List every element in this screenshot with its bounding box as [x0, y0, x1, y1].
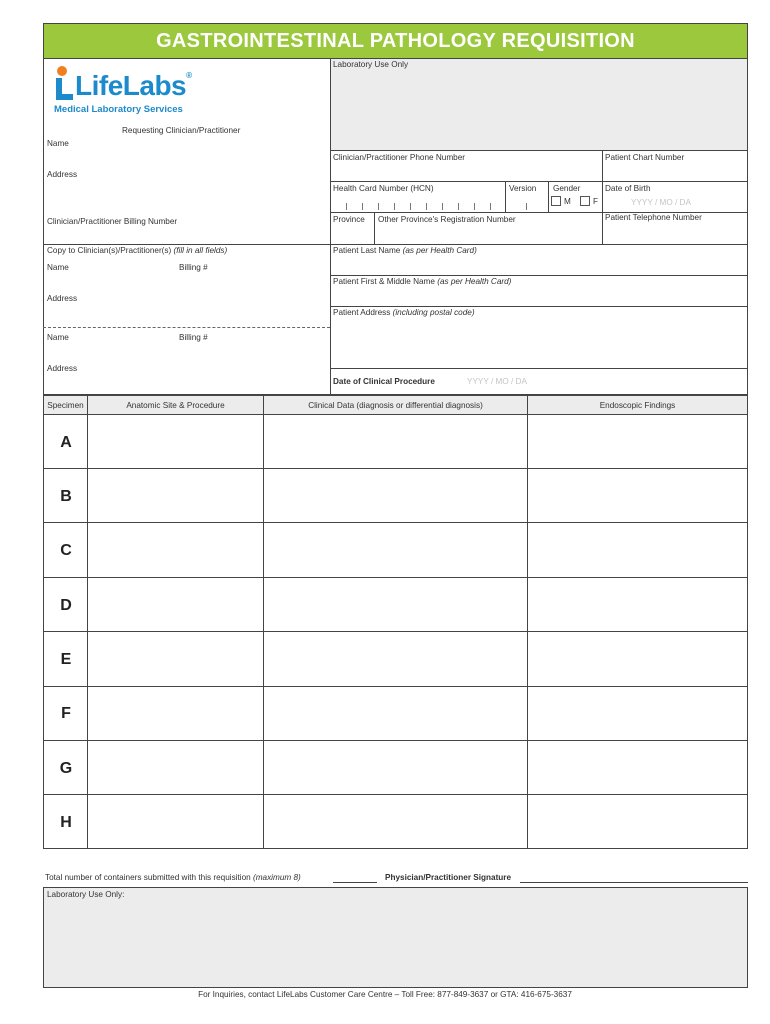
row-h-endoscopic-cell[interactable]: [529, 796, 746, 848]
gender-m-checkbox[interactable]: [551, 196, 561, 206]
rule: [263, 395, 264, 849]
rule: [548, 181, 549, 212]
copy-divider-dashed: [43, 327, 330, 328]
province-field[interactable]: [333, 226, 371, 242]
version-tick: [526, 203, 527, 210]
clinician-address-field[interactable]: [85, 168, 325, 208]
province-label: Province: [333, 215, 365, 224]
hcn-tick: [490, 203, 491, 210]
hcn-tick: [474, 203, 475, 210]
copy-to-hint: (fill in all fields): [173, 246, 228, 255]
row-f-clinical-data-cell[interactable]: [265, 688, 526, 739]
row-e-endoscopic-cell[interactable]: [529, 633, 746, 685]
row-b-anatomic-site-cell[interactable]: [89, 470, 262, 521]
hcn-tick: [346, 203, 347, 210]
specimen-label-e: E: [60, 651, 72, 668]
clinician-heading: Requesting Clinician/Practitioner: [122, 126, 241, 135]
lab-use-bottom-label: Laboratory Use Only:: [47, 890, 125, 899]
copy2-billing-label: Billing #: [179, 333, 208, 342]
lab-use-shaded-area: [331, 59, 747, 150]
rule: [330, 150, 748, 151]
clinician-name-field[interactable]: [80, 137, 325, 151]
patient-last-name-hint: (as per Health Card): [402, 246, 477, 255]
header-specimen: Specimen: [47, 401, 84, 410]
dob-placeholder: YYYY / MO / DA: [631, 198, 691, 207]
hcn-tick: [458, 203, 459, 210]
rule: [374, 212, 375, 244]
row-c-clinical-data-cell[interactable]: [265, 524, 526, 576]
patient-address-label: [333, 309, 475, 317]
lab-use-label: Laboratory Use Only: [333, 60, 409, 69]
patient-address-text: Patient Address: [333, 308, 391, 317]
hcn-tick: [378, 203, 379, 210]
hcn-tick: [410, 203, 411, 210]
row-b-clinical-data-cell[interactable]: [265, 470, 526, 521]
copy-to-heading: [47, 247, 227, 255]
row-d-anatomic-site-cell[interactable]: [89, 579, 262, 630]
header-anatomic-site: Anatomic Site & Procedure: [126, 401, 225, 410]
lab-use-bottom-box: [43, 887, 748, 988]
copy-to-heading-text: Copy to Clinician(s)/Practitioner(s): [47, 246, 172, 255]
row-a-clinical-data-cell[interactable]: [265, 416, 526, 467]
form-title-bar: [43, 23, 748, 58]
specimen-label-h: H: [60, 814, 72, 831]
version-field[interactable]: [509, 196, 547, 211]
other-province-field[interactable]: [378, 226, 600, 242]
row-d-endoscopic-cell[interactable]: [529, 579, 746, 630]
copy1-address-label: Address: [47, 294, 78, 303]
version-label: Version: [509, 184, 537, 193]
patient-first-name-field[interactable]: [333, 289, 745, 305]
copy1-billing-label: Billing #: [179, 263, 208, 272]
containers-label-text: Total number of containers submitted with this requisition: [45, 873, 251, 882]
rule: [330, 181, 748, 182]
row-f-endoscopic-cell[interactable]: [529, 688, 746, 739]
rule: [43, 686, 748, 687]
copy2-address-label: Address: [47, 364, 78, 373]
patient-last-name-text: Patient Last Name: [333, 246, 401, 255]
rule: [87, 395, 88, 849]
signature-field[interactable]: [520, 868, 748, 882]
hcn-tick: [426, 203, 427, 210]
row-a-anatomic-site-cell[interactable]: [89, 416, 262, 467]
header-clinical-data: Clinical Data (diagnosis or differential diagnosis): [308, 401, 483, 410]
patient-first-name-label: [333, 278, 511, 286]
hcn-field[interactable]: [333, 196, 503, 211]
clinician-billing-field[interactable]: [195, 214, 325, 230]
row-b-endoscopic-cell[interactable]: [529, 470, 746, 521]
lifelabs-logo: [53, 64, 233, 116]
rule: [330, 368, 748, 369]
chart-number-label: Patient Chart Number: [605, 153, 685, 162]
copy2-billing-field[interactable]: [215, 331, 325, 345]
rule: [330, 306, 748, 307]
patient-last-name-field[interactable]: [333, 258, 745, 274]
specimen-label-b: B: [60, 488, 72, 505]
row-d-clinical-data-cell[interactable]: [265, 579, 526, 630]
clinician-name-label: Name: [47, 139, 69, 148]
footer-contact: For Inquiries, contact LifeLabs Customer Care Centre – Toll Free: 877-849-3637 or GTA: 416-675-3637: [198, 990, 572, 999]
gender-f-checkbox[interactable]: [580, 196, 590, 206]
procedure-date-placeholder: YYYY / MO / DA: [467, 377, 527, 386]
rule: [43, 577, 748, 578]
procedure-date-label: Date of Clinical Procedure: [333, 377, 435, 386]
containers-underline: [333, 882, 377, 883]
rule: [43, 522, 748, 523]
clinician-address-label: Address: [47, 170, 78, 179]
copy1-billing-field[interactable]: [215, 261, 325, 275]
rule: [43, 631, 748, 632]
specimen-label-f: F: [61, 705, 71, 722]
rule: [505, 181, 506, 212]
specimen-label-a: A: [60, 434, 72, 451]
specimen-label-d: D: [60, 597, 72, 614]
other-province-label: Other Province's Registration Number: [378, 215, 516, 224]
signature-label: Physician/Practitioner Signature: [385, 873, 512, 882]
rule: [43, 794, 748, 795]
phone-label: Clinician/Practitioner Phone Number: [333, 153, 465, 162]
copy1-name-label: Name: [47, 263, 69, 272]
containers-label: [45, 874, 301, 882]
logo-brand-text: LifeLabs: [75, 70, 187, 101]
procedure-date-field[interactable]: [460, 372, 745, 391]
dob-field[interactable]: [605, 196, 745, 211]
containers-hint: (maximum 8): [252, 873, 301, 882]
row-e-anatomic-site-cell[interactable]: [89, 633, 262, 685]
specimen-label-g: G: [59, 760, 73, 777]
header-endoscopic-findings: Endoscopic Findings: [599, 401, 676, 410]
rule: [43, 395, 748, 396]
patient-first-name-text: Patient First & Middle Name: [333, 277, 435, 286]
row-a-endoscopic-cell[interactable]: [529, 416, 746, 467]
hcn-tick: [442, 203, 443, 210]
row-c-endoscopic-cell[interactable]: [529, 524, 746, 576]
gender-f-label: F: [593, 197, 599, 206]
hcn-label: Health Card Number (HCN): [333, 184, 434, 193]
patient-telephone-field[interactable]: [605, 225, 745, 242]
patient-address-field[interactable]: [333, 320, 745, 366]
row-f-anatomic-site-cell[interactable]: [89, 688, 262, 739]
hcn-tick: [394, 203, 395, 210]
patient-telephone-label: Patient Telephone Number: [605, 213, 702, 222]
dob-label: Date of Birth: [605, 184, 651, 193]
row-h-clinical-data-cell[interactable]: [265, 796, 526, 848]
containers-count-field[interactable]: [333, 870, 377, 882]
specimen-label-c: C: [60, 542, 72, 559]
hcn-tick: [362, 203, 363, 210]
rule: [527, 395, 528, 849]
row-h-anatomic-site-cell[interactable]: [89, 796, 262, 848]
clinician-phone-field[interactable]: [333, 165, 601, 180]
form-title: GASTROINTESTINAL PATHOLOGY REQUISITION: [156, 29, 635, 52]
gender-m-label: M: [564, 197, 571, 206]
logo-registered-mark: ®: [186, 71, 192, 80]
patient-last-name-label: [333, 247, 477, 255]
copy2-name-label: Name: [47, 333, 69, 342]
copy1-name-field[interactable]: [78, 261, 173, 275]
chart-number-field[interactable]: [605, 165, 745, 180]
rule: [330, 275, 748, 276]
signature-underline: [520, 882, 748, 883]
logo-wordmark: [75, 72, 192, 100]
rule: [43, 244, 748, 245]
row-g-endoscopic-cell[interactable]: [529, 742, 746, 793]
gender-label: Gender: [553, 184, 581, 193]
copy2-address-field[interactable]: [85, 362, 325, 390]
rule: [602, 150, 603, 244]
patient-first-name-hint: (as per Health Card): [437, 277, 512, 286]
copy2-name-field[interactable]: [78, 331, 173, 345]
row-c-anatomic-site-cell[interactable]: [89, 524, 262, 576]
rule: [43, 740, 748, 741]
rule: [43, 414, 748, 415]
row-g-clinical-data-cell[interactable]: [265, 742, 526, 793]
logo-tagline: Medical Laboratory Services: [54, 104, 183, 115]
clinician-billing-label: Clinician/Practitioner Billing Number: [47, 217, 178, 226]
rule: [43, 468, 748, 469]
patient-address-hint: (including postal code): [392, 308, 475, 317]
row-g-anatomic-site-cell[interactable]: [89, 742, 262, 793]
row-e-clinical-data-cell[interactable]: [265, 633, 526, 685]
copy1-address-field[interactable]: [85, 292, 325, 322]
